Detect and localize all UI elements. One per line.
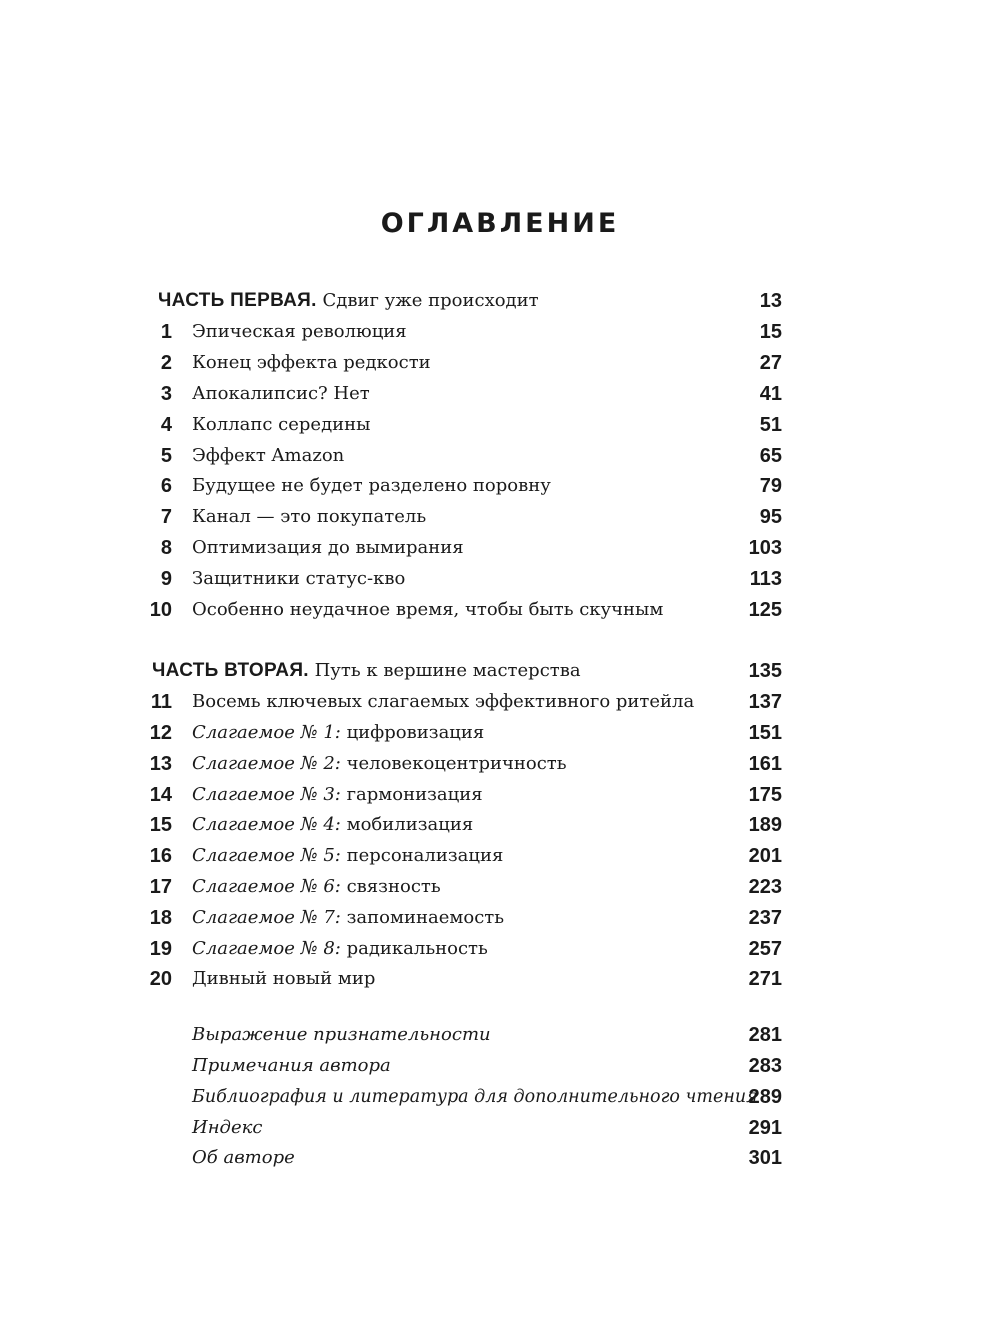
toc-entry [0, 872, 1000, 902]
page-number: 289 [748, 1086, 782, 1108]
toc-entry [0, 964, 1000, 994]
toc-entry [0, 749, 1000, 779]
toc-entry [0, 718, 1000, 748]
chapter-title: Коллапс середины [192, 414, 371, 435]
toc-backmatter-entry [0, 1020, 1000, 1050]
page-number: 95 [759, 506, 782, 528]
chapter-number: 3 [160, 383, 172, 405]
toc-entry [0, 379, 1000, 409]
chapter-number: 16 [149, 845, 172, 867]
page-number: 257 [748, 938, 782, 960]
chapter-title: Апокалипсис? Нет [192, 383, 370, 404]
chapter-number: 2 [160, 352, 172, 374]
toc-backmatter-entry [0, 1143, 1000, 1173]
page-number: 237 [748, 907, 782, 929]
chapter-title: Эпическая революция [192, 321, 407, 342]
page-number: 113 [749, 568, 782, 590]
page-number: 161 [748, 753, 782, 775]
chapter-number: 14 [149, 784, 172, 806]
page-number: 175 [748, 784, 782, 806]
chapter-title: Слагаемое № 5: персонализация [192, 845, 504, 866]
toc-entry [0, 903, 1000, 933]
page-number: 189 [748, 814, 782, 836]
backmatter-title: Библиография и литература для дополнительного чтения [192, 1087, 758, 1107]
page-number: 27 [759, 352, 782, 374]
chapter-title: Защитники статус-кво [192, 568, 406, 589]
chapter-number: 12 [149, 722, 172, 744]
chapter-number: 9 [160, 568, 172, 590]
page-number: 41 [759, 383, 782, 405]
page-number: 201 [748, 845, 782, 867]
toc-entry [0, 317, 1000, 347]
toc-part-heading [0, 656, 1000, 686]
toc-entry [0, 934, 1000, 964]
page-number: 15 [759, 321, 782, 343]
page-number: 137 [748, 691, 782, 713]
chapter-number: 10 [149, 599, 172, 621]
chapter-title: Слагаемое № 1: цифровизация [192, 722, 485, 743]
chapter-number: 8 [160, 537, 172, 559]
page-number: 291 [748, 1117, 782, 1139]
page-number: 283 [748, 1055, 782, 1077]
page-number: 271 [748, 968, 782, 990]
toc-backmatter-entry [0, 1113, 1000, 1143]
backmatter-title: Выражение признательности [192, 1024, 491, 1045]
chapter-number: 4 [160, 414, 172, 436]
part-title: ЧАСТЬ ПЕРВАЯ. Сдвиг уже происходит [158, 290, 539, 311]
chapter-title: Особенно неудачное время, чтобы быть скучным [192, 599, 664, 620]
toc-part-heading [0, 286, 1000, 316]
toc-backmatter-entry [0, 1051, 1000, 1081]
chapter-title: Канал — это покупатель [192, 506, 427, 527]
toc-entry [0, 348, 1000, 378]
chapter-title: Оптимизация до вымирания [192, 537, 464, 558]
chapter-number: 7 [160, 506, 172, 528]
toc-backmatter-entry [0, 1082, 1000, 1112]
toc-entry [0, 410, 1000, 440]
page-number: 151 [748, 722, 782, 744]
chapter-title: Слагаемое № 4: мобилизация [192, 814, 474, 835]
page-number: 135 [748, 660, 782, 682]
chapter-title: Конец эффекта редкости [192, 352, 431, 373]
part-title: ЧАСТЬ ВТОРАЯ. Путь к вершине мастерства [152, 660, 581, 681]
chapter-number: 17 [149, 876, 172, 898]
toc-entry [0, 810, 1000, 840]
chapter-number: 19 [149, 938, 172, 960]
chapter-number: 18 [149, 907, 172, 929]
toc-entry [0, 564, 1000, 594]
page-number: 301 [748, 1147, 782, 1169]
page-title: ОГЛАВЛЕНИЕ [380, 208, 620, 239]
page-number: 223 [748, 876, 782, 898]
chapter-title: Слагаемое № 7: запоминаемость [192, 907, 505, 928]
chapter-number: 15 [149, 814, 172, 836]
toc-entry [0, 502, 1000, 532]
chapter-number: 11 [150, 691, 172, 713]
chapter-title: Эффект Amazon [192, 445, 345, 466]
chapter-title: Слагаемое № 6: связность [192, 876, 441, 897]
toc-entry [0, 687, 1000, 717]
chapter-title: Слагаемое № 8: радикальность [192, 938, 488, 959]
chapter-title: Слагаемое № 3: гармонизация [192, 784, 483, 805]
page-number: 51 [759, 414, 782, 436]
toc-entry [0, 441, 1000, 471]
chapter-title: Будущее не будет разделено поровну [192, 475, 551, 496]
chapter-number: 20 [149, 968, 172, 990]
chapter-number: 1 [160, 321, 172, 343]
page-number: 65 [759, 445, 782, 467]
toc-entry [0, 533, 1000, 563]
backmatter-title: Об авторе [192, 1147, 295, 1168]
page-number: 103 [748, 537, 782, 559]
chapter-number: 13 [149, 753, 172, 775]
chapter-number: 6 [160, 475, 172, 497]
page-number: 79 [759, 475, 782, 497]
chapter-title: Восемь ключевых слагаемых эффективного ритейла [192, 691, 695, 712]
toc-entry [0, 841, 1000, 871]
backmatter-title: Примечания автора [192, 1055, 391, 1076]
page-number: 125 [748, 599, 782, 621]
chapter-title: Слагаемое № 2: человекоцентричность [192, 753, 567, 774]
page-number: 13 [759, 290, 782, 312]
chapter-number: 5 [160, 445, 172, 467]
toc-entry [0, 471, 1000, 501]
toc-entry [0, 780, 1000, 810]
chapter-title: Дивный новый мир [192, 968, 376, 989]
toc-entry [0, 595, 1000, 625]
page-number: 281 [748, 1024, 782, 1046]
backmatter-title: Индекс [192, 1117, 263, 1138]
